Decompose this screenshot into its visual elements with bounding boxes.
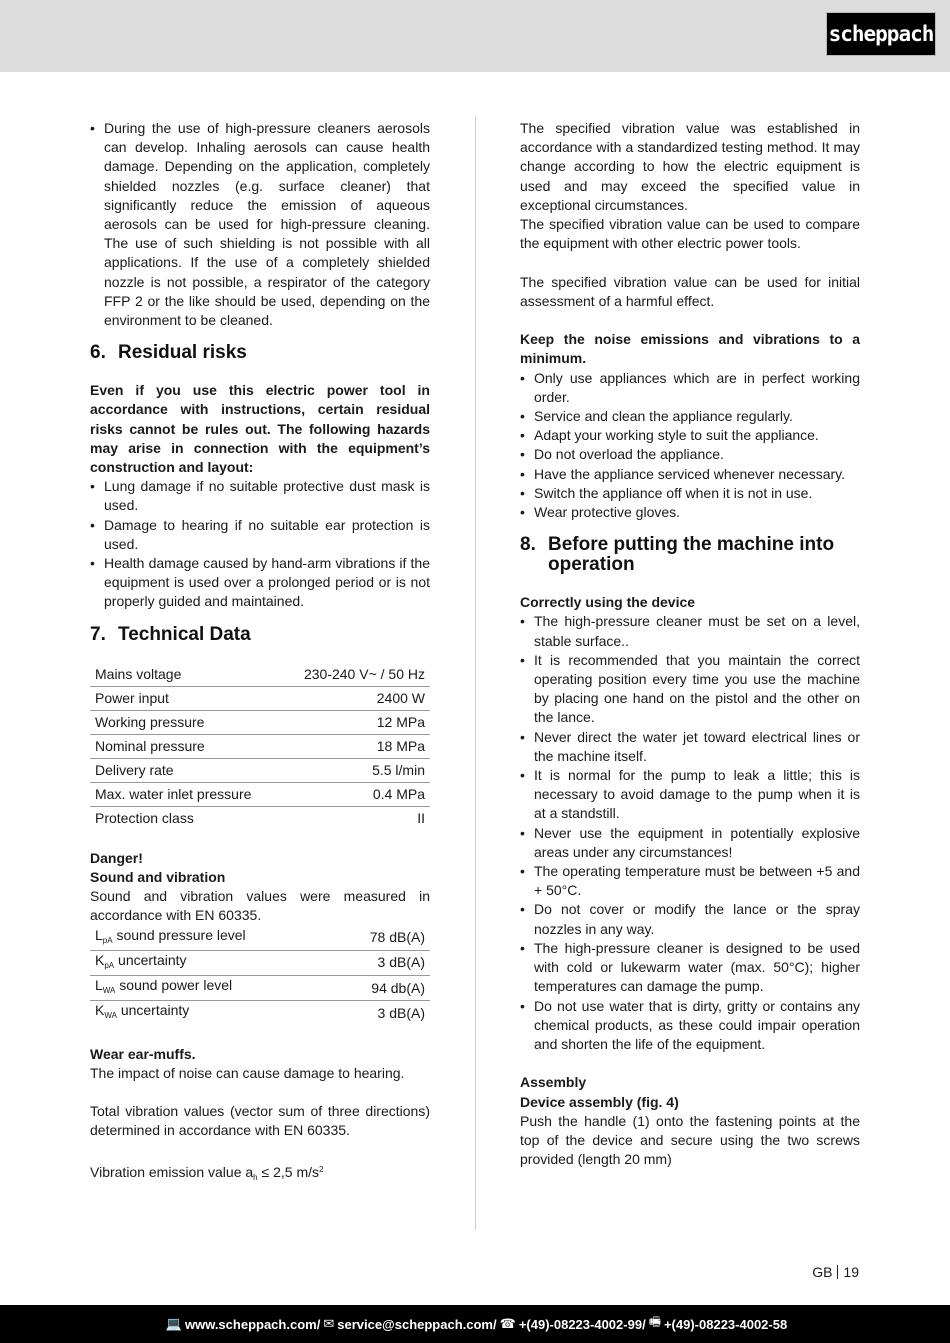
bullet-list [520,612,860,1054]
list-item: • Do not overload the appliance. [520,445,860,464]
logo-text: scheppach [828,22,934,46]
website-link[interactable]: www.scheppach.com [184,1316,317,1332]
spacer [520,311,860,330]
row-value: 230-240 V~ / 50 Hz [280,663,430,687]
spacer [90,830,430,849]
section-title: Residual risks [118,342,247,364]
separator [837,1265,838,1279]
footer-bar [0,1305,950,1343]
table-row [90,926,430,951]
row-value: 3 dB(A) [377,1004,425,1021]
language-code: GB [812,1264,833,1280]
bullet-list [90,477,430,611]
row-label [90,950,332,975]
paragraph: Sound and vibration values were measured in accordance with EN 60335. [90,888,430,924]
table-row [90,950,430,975]
bold-paragraph: Danger! [90,849,143,866]
text-segment: Max. water inlet pressure [95,785,252,802]
left-column [90,119,430,1187]
list-item: • Never direct the water jet toward electrical lines or the machine itself. [520,728,860,766]
fax-number: +(49)-08223-4002-58 [663,1316,788,1332]
text-segment: sound pressure level [112,926,246,943]
right-column [520,119,860,1169]
header-bar [0,0,950,72]
row-value: 18 MPa [280,734,430,758]
text-segment: Delivery rate [95,761,174,778]
table-row [90,782,430,806]
row-label [90,976,332,1001]
section-number: 6. [90,342,106,364]
bullet-list [90,119,430,330]
text-segment: Power input [95,689,169,706]
list-item: • Wear protective gloves. [520,503,860,522]
phone-icon: ☎ [499,1316,516,1331]
text-segment: uncertainty [114,951,187,968]
list-item: • It is recommended that you maintain the correct operating position every time you use the machine by placing one hand on the pistol and the other on the lance. [520,651,860,728]
page-number [812,1264,859,1280]
subscript: pA [102,935,113,945]
row-label [90,758,280,782]
bold-paragraph: Assembly [520,1074,587,1091]
bold-paragraph: Device assembly (fig. 4) [520,1093,679,1110]
text-segment: Nominal pressure [95,737,205,754]
paragraph: The specified vibration value can be used to compare the equipment with other electric power tools. [520,216,860,252]
bold-paragraph: Correctly using the device [520,594,696,611]
row-label [90,806,280,830]
table-row [90,976,430,1001]
paragraph: The specified vibration value can be used for initial assessment of a harmful effect. [520,273,860,309]
list-item: • Never use the equipment in potentially explosive areas under any circumstances! [520,824,860,862]
bold-paragraph: Even if you use this electric power tool in accordance with instructions, certain residual risks cannot be rules out. The following hazards may arise in connection with the equipment’s construction and layout: [90,382,430,476]
spacer [90,1083,430,1102]
row-label [90,686,280,710]
section-number: 8. [520,534,536,556]
list-item: • Do not cover or modify the lance or the spray nozzles in any way. [520,900,860,938]
table-row [90,758,430,782]
separator: / [642,1316,646,1332]
list-item: • The operating temperature must be between +5 and + 50°C. [520,862,860,900]
row-label [90,926,332,951]
list-item: • Only use appliances which are in perfect working order. [520,369,860,407]
row-value: 0.4 MPa [280,782,430,806]
row-value: 12 MPa [280,710,430,734]
bold-paragraph: Sound and vibration [90,869,226,886]
paragraph: The specified vibration value was established in accordance with a standardized testing method. It may change according to how the electric equipment is used and may exceed the specified value in exceptional circumstances. [520,120,860,213]
spacer [520,1054,860,1073]
row-label [90,782,280,806]
row-label [90,1001,332,1026]
list-item: • Adapt your working style to suit the appliance. [520,426,860,445]
list-item: • During the use of high-pressure cleaners aerosols can develop. Inhaling aerosols can cause health damage. Depending on the application, completely shielded nozzles (e.g. surface cleaner) that significantly reduce the emission of aqueous aerosols can be used for high-pressure cleaning. The use of such shielding is not possible with all applications. If the use of a completely shielded nozzle is not possible, a respirator of the category FFP 2 or the like should be used, depending on the environment to be cleaned. [90,119,430,330]
list-item: • The high-pressure cleaner must be set on a level, stable surface.. [520,612,860,650]
row-value: 78 dB(A) [332,926,430,951]
paragraph [90,1160,430,1187]
row-value: 2400 W [280,686,430,710]
subscript: h [253,1172,258,1182]
data-table [90,926,430,1026]
subscript: WA [104,1011,117,1021]
list-item: • Damage to hearing if no suitable ear protection is used. [90,516,430,554]
column-divider [475,116,476,1230]
section-title: Before putting the machine into operation [548,534,835,576]
table-row [90,1001,430,1026]
spacer [90,1141,430,1160]
table-row [90,806,430,830]
list-item: • Switch the appliance off when it is not in use. [520,484,860,503]
text-segment: uncertainty [116,1002,190,1019]
list-item: • Have the appliance serviced whenever necessary. [520,465,860,484]
section-heading [90,343,430,363]
computer-icon: 💻 [165,1316,182,1331]
scheppach-logo [826,12,936,56]
subscript: pA [104,960,115,970]
row-label [90,663,280,687]
row-value: 94 db(A) [332,976,430,1001]
superscript: 2 [319,1164,324,1174]
text-segment: K [95,951,105,968]
list-item: • Lung damage if no suitable protective dust mask is used. [90,477,430,515]
row-value: 5.5 l/min [280,758,430,782]
text-segment: K [95,1002,105,1019]
paragraph: Total vibration values (vector sum of three directions) determined in accordance with EN 60335. [90,1103,430,1139]
mail-icon: ✉ [323,1316,335,1331]
text-segment: ≤ 2,5 m/s [257,1163,319,1180]
bold-paragraph: Wear ear-muffs. [90,1045,196,1062]
data-table [90,663,430,830]
section-heading [90,625,430,645]
separator: / [493,1316,497,1332]
text-segment: Vibration emission value a [90,1163,254,1180]
bold-paragraph: Keep the noise emissions and vibrations to a minimum. [520,331,860,367]
row-value: II [417,809,425,826]
list-item: • Do not use water that is dirty, gritty or contains any chemical products, as these could impair operation and shorten the life of the equipment. [520,997,860,1055]
fax-icon: 🖷 [648,1314,661,1329]
text-segment: L [95,926,103,943]
list-item: • The high-pressure cleaner is designed to be used with cold or lukewarm water (max. 50°C); higher temperatures can damage the pump. [520,939,860,997]
table-row [90,710,430,734]
spacer [90,1025,430,1044]
text-segment: sound power level [115,977,233,994]
page-num: 19 [843,1264,859,1280]
text-segment: Working pressure [95,713,205,730]
paragraph: Push the handle (1) onto the fastening points at the top of the device and secure using the two screws provided (length 20 mm) [520,1112,860,1168]
text-segment: Mains voltage [95,665,182,682]
phone-number: +(49)-08223-4002-99 [518,1316,643,1332]
section-heading [520,535,860,575]
row-label [90,710,280,734]
email-link[interactable]: service@scheppach.com [337,1316,493,1332]
list-item: • It is normal for the pump to leak a little; this is necessary to avoid damage to the pump when it is at a standstill. [520,766,860,824]
section-title: Technical Data [118,623,251,645]
text-segment: L [95,977,103,994]
paragraph: The impact of noise can cause damage to hearing. [90,1064,405,1081]
table-row [90,686,430,710]
bullet-list [520,369,860,523]
list-item: • Service and clean the appliance regularly. [520,407,860,426]
row-value: 3 dB(A) [332,950,430,975]
text-segment: Protection class [95,809,194,826]
subscript: WA [102,986,116,996]
row-label [90,734,280,758]
section-number: 7. [90,623,106,645]
table-row [90,734,430,758]
table-row [90,663,430,687]
spacer [520,253,860,272]
separator: / [316,1316,321,1332]
list-item: • Health damage caused by hand-arm vibrations if the equipment is used over a prolonged period or is not properly guided and maintained. [90,554,430,612]
